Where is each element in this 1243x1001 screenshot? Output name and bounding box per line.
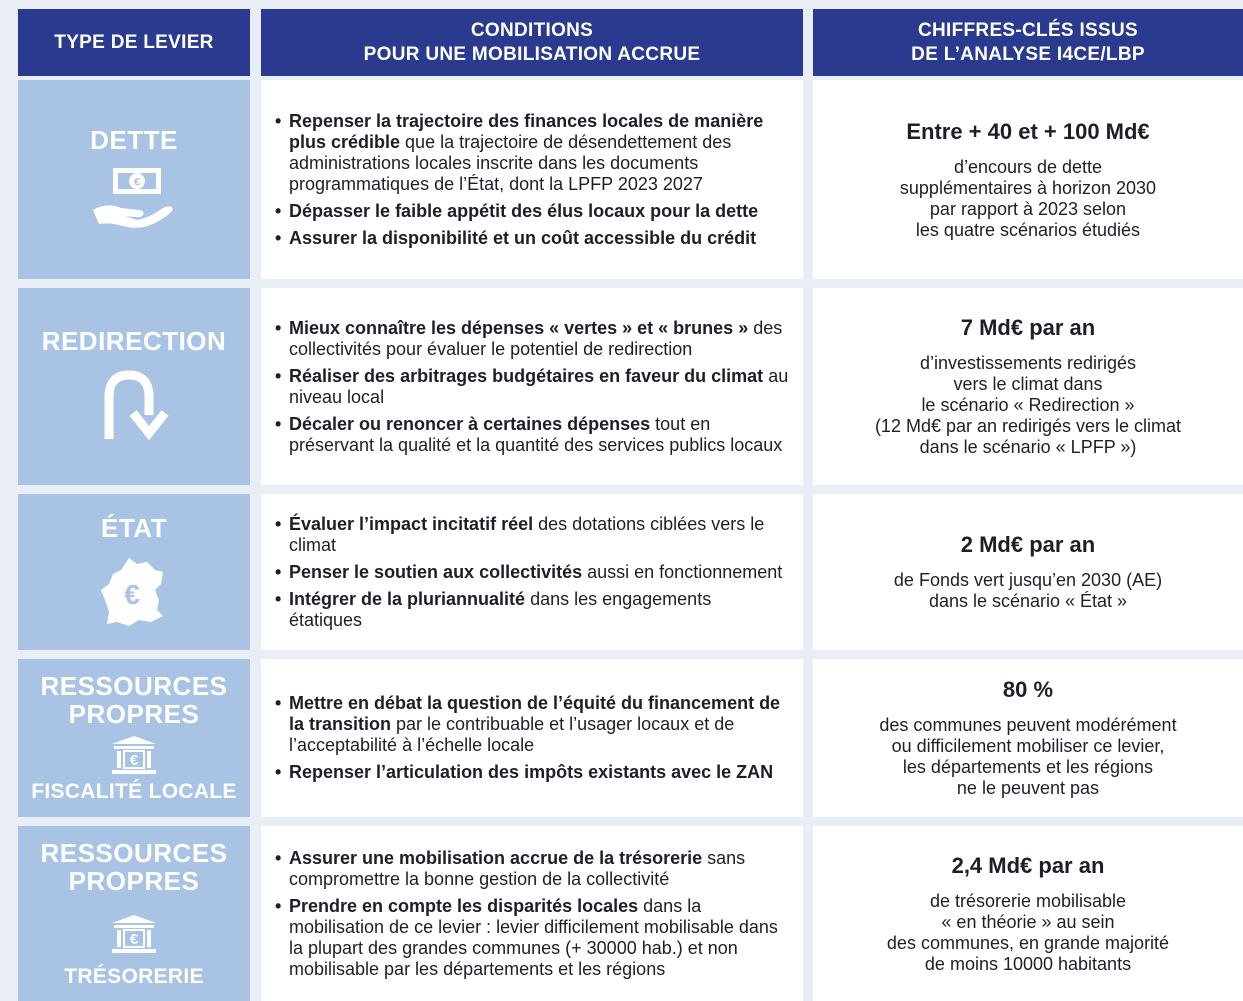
condition-item [289,414,789,456]
header-type-de-levier [18,9,250,76]
condition-bold: Décaler ou renoncer à certaines dépenses [289,413,651,434]
type-etat [18,494,250,650]
condition-item [289,848,789,890]
condition-bold: Repenser l’articulation des impôts existants avec le ZAN [289,762,774,782]
condition-bold: Réaliser des arbitrages budgétaires en faveur du climat [289,365,764,386]
chiffres-redirection [813,288,1243,485]
condition-bold: Penser le soutien aux collectivités [289,561,583,582]
condition-item [289,111,789,195]
header-conditions-line2: POUR UNE MOBILISATION ACCRUE [363,43,701,65]
condition-bold: Intégrer de la pluriannualité [289,588,526,609]
chiffres-dette [813,80,1243,279]
condition-bold: Prendre en compte les disparités locales [289,895,639,916]
condition-text: sans compromettre la bonne gestion de la collectivité [289,847,746,889]
key-figure-description: de Fonds vert jusqu’en 2030 (AE) dans le scénario « État » [893,570,1163,611]
type-ressources-line1: RESSOURCES [40,837,228,868]
france-map-euro-icon [99,556,169,630]
condition-text: au niveau local [289,365,789,407]
conditions-dette [261,80,803,279]
condition-item [289,562,789,583]
type-etat-label: ÉTAT [100,513,168,543]
type-ressources-tresorerie [18,826,250,1001]
chiffres-etat [813,494,1243,650]
condition-item [289,896,789,980]
condition-item [289,762,789,783]
key-figure: 2 Md€ par an [960,532,1096,557]
condition-text: des dotations ciblées vers le climat [289,513,765,555]
u-turn-arrow-icon [99,367,169,447]
svg-text:€: € [133,176,141,188]
condition-item [289,318,789,360]
header-conditions-line1: CONDITIONS [470,19,594,41]
condition-item [289,366,789,408]
type-ressources-fiscalite [18,659,250,817]
key-figure-description: d’investissements redirigés vers le climat dans le scénario « Redirection » (12 Md€ par an redirigés vers le climat dans le scénario « LPFP ») [874,353,1182,457]
condition-text: aussi en fonctionnement [582,561,783,582]
condition-item [289,514,789,556]
hand-banknote-euro-icon [89,164,179,234]
conditions-etat [261,494,803,650]
conditions-tresorerie [261,826,803,1001]
key-figure: 2,4 Md€ par an [951,852,1105,878]
chiffres-fiscalite [813,659,1243,817]
svg-text:€: € [129,930,139,948]
header-type-label: TYPE DE LEVIER [54,31,214,53]
key-figure: 7 Md€ par an [960,315,1096,340]
key-figure: 80 % [1002,677,1054,702]
condition-item [289,589,789,631]
svg-text:€: € [124,579,140,610]
chiffres-tresorerie [813,826,1243,1001]
condition-text: tout en préservant la qualité et la quantité des services publics locaux [289,413,783,455]
type-ressources-line2: PROPRES [68,865,200,896]
conditions-redirection [261,288,803,485]
condition-text: dans les engagements étatiques [289,588,712,630]
bank-building-euro-icon [110,913,158,955]
type-subtype-fiscalite: FISCALITÉ LOCALE [31,780,237,803]
key-figure-description: d’encours de dette supplémentaires à horizon 2030 par rapport à 2023 selon les quatre scénarios étudiés [899,156,1157,240]
type-ressources-line2: PROPRES [68,699,200,729]
key-figure: Entre + 40 et + 100 Md€ [906,118,1150,144]
bank-building-euro-icon [110,734,158,776]
condition-bold: Repenser la trajectoire des finances locales de manière plus crédible [289,110,764,152]
type-ressources-line1: RESSOURCES [40,671,228,701]
header-chiffres-line1: CHIFFRES-CLÉS ISSUS [918,19,1138,41]
condition-bold: Assurer une mobilisation accrue de la trésorerie [289,847,703,868]
condition-item [289,693,789,756]
type-dette-label: DETTE [90,124,178,155]
condition-text: dans la mobilisation de ce levier : levier difficilement mobilisable dans la plupart des grandes communes (+ 30000 hab.) et non mobilisable par les départements et les régions [289,895,778,979]
condition-item [289,201,789,222]
type-dette [18,80,250,279]
header-conditions [261,9,803,76]
svg-text:€: € [129,752,139,769]
condition-text: par le contribuable et l’usager locaux et de l’acceptabilité à l’échelle locale [289,714,735,755]
header-chiffres-cles [813,9,1243,76]
condition-bold: Assurer la disponibilité et un coût accessible du crédit [289,227,757,248]
condition-bold: Mettre en débat la question de l’équité du financement de la transition [289,693,781,734]
type-redirection-label: REDIRECTION [41,325,227,356]
key-figure-description: de trésorerie mobilisable « en théorie » au sein des communes, en grande majorité de moins 10000 habitants [886,890,1170,974]
type-subtype-tresorerie: TRÉSORERIE [64,964,204,988]
condition-bold: Dépasser le faible appétit des élus locaux pour la dette [289,200,759,221]
condition-bold: Mieux connaître les dépenses « vertes » et « brunes » [289,317,749,338]
header-chiffres-line2: DE L’ANALYSE I4CE/LBP [911,43,1145,65]
conditions-fiscalite [261,659,803,817]
type-redirection [18,288,250,485]
condition-text: des collectivités pour évaluer le potentiel de redirection [289,317,783,359]
condition-bold: Évaluer l’impact incitatif réel [289,513,534,534]
key-figure-description: des communes peuvent modérément ou difficilement mobiliser ce levier, les départements et les régions ne le peuvent pas [879,715,1177,798]
condition-item [289,228,789,249]
condition-text: que la trajectoire de désendettement des administrations locales inscrite dans les documents programmatiques de l’État, dont la LPFP 2023 2027 [289,131,732,194]
